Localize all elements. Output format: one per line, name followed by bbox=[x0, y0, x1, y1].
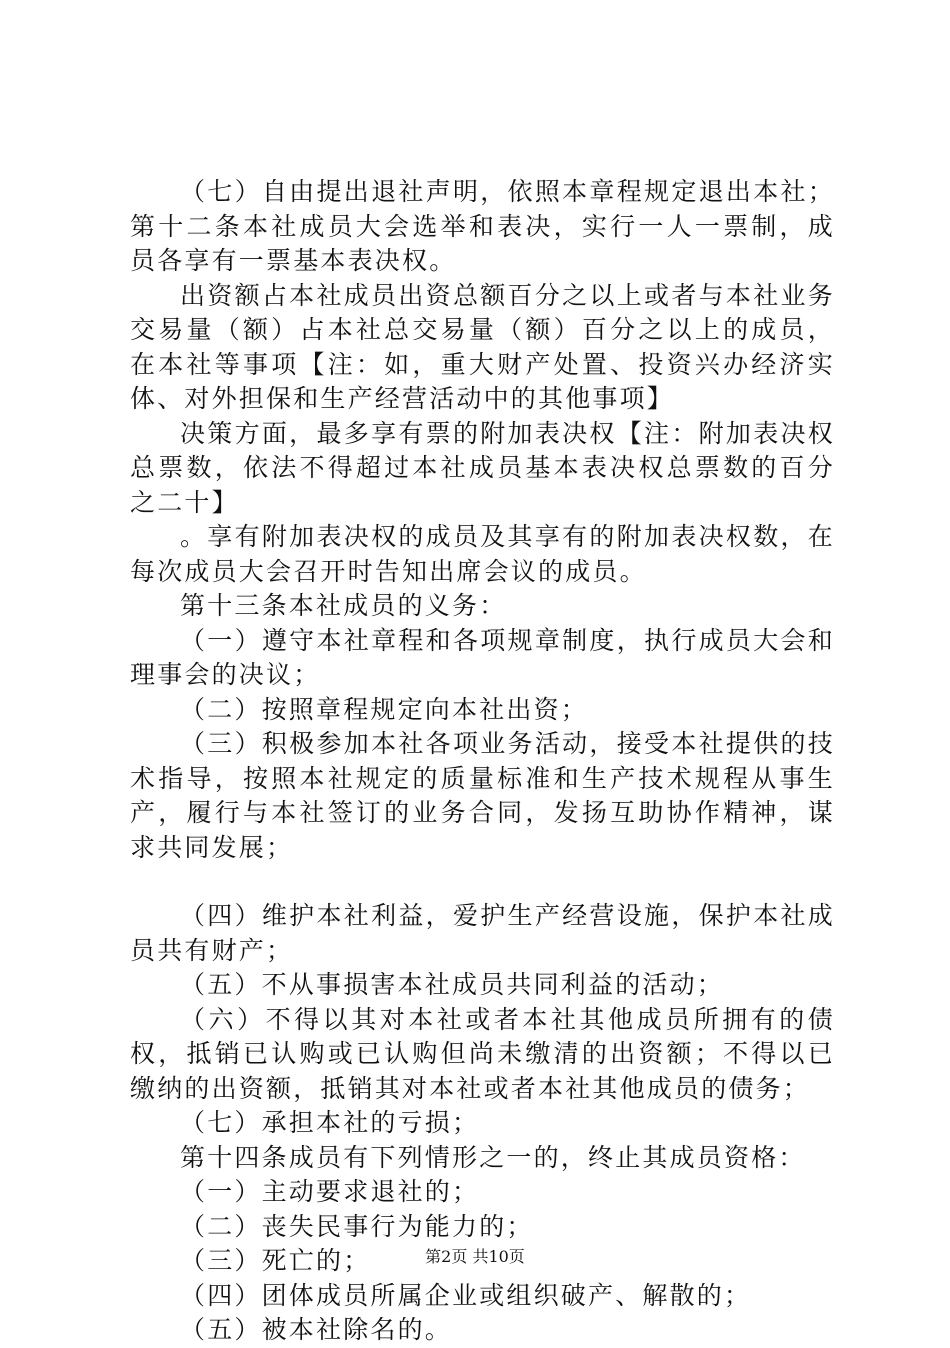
paragraph-right-7-withdraw: （七）自由提出退社声明，依照本章程规定退出本社；第十二条本社成员大会选举和表决，实行一人一票制，成员各享有一票基本表决权。 bbox=[130, 177, 835, 275]
paragraph-duty-7: （七）承担本社的亏损； bbox=[180, 1108, 480, 1137]
paragraph-capital-share: 出资额占本社成员出资总额百分之以上或者与本社业务交易量（额）占本社总交易量（额）百分之以上的成员，在本社等事项【注：如，重大财产处置、投资兴办经济实体、对外担保和生产经营活动中的其他事项】 bbox=[130, 280, 835, 413]
paragraph-article-14-heading: 第十四条成员有下列情形之一的，终止其成员资格： bbox=[180, 1142, 806, 1172]
paragraph-termination-1: （一）主动要求退社的； bbox=[180, 1177, 480, 1206]
paragraph-duty-3: （三）积极参加本社各项业务活动，接受本社提供的技术指导，按照本社规定的质量标准和生产技术规程从事生产，履行与本社签订的业务合同，发扬互助协作精神，谋求共同发展； bbox=[130, 729, 835, 862]
paragraph-duty-4: （四）维护本社利益，爱护生产经营设施，保护本社成员共有财产； bbox=[130, 901, 835, 965]
paragraph-additional-vote: 决策方面，最多享有票的附加表决权【注：附加表决权总票数，依法不得超过本社成员基本表决权总票数的百分之二十】 bbox=[130, 418, 835, 517]
paragraph-termination-4: （四）团体成员所属企业或组织破产、解散的； bbox=[180, 1280, 752, 1310]
paragraph-duty-1: （一）遵守本社章程和各项规章制度，执行成员大会和理事会的决议； bbox=[130, 625, 835, 689]
paragraph-additional-vote-notice: 。享有附加表决权的成员及其享有的附加表决权数，在每次成员大会召开时告知出席会议的成员。 bbox=[130, 522, 835, 586]
paragraph-termination-3: （三）死亡的； bbox=[180, 1246, 371, 1275]
document-body bbox=[130, 175, 835, 1348]
paragraph-duty-5: （五）不从事损害本社成员共同利益的活动； bbox=[180, 970, 725, 999]
paragraph-article-13-heading: 第十三条本社成员的义务： bbox=[180, 591, 507, 620]
paragraph-duty-2: （二）按照章程规定向本社出资； bbox=[180, 694, 589, 724]
paragraph-termination-2: （二）丧失民事行为能力的； bbox=[180, 1211, 534, 1241]
page-number-footer: 第2页 共10页 bbox=[425, 1247, 525, 1266]
paragraph-duty-6: （六）不得以其对本社或者本社其他成员所拥有的债权，抵销已认购或已认购但尚未缴清的出资额；不得以已缴纳的出资额，抵销其对本社或者本社其他成员的债务； bbox=[130, 1004, 835, 1103]
paragraph-termination-5: （五）被本社除名的。 bbox=[180, 1315, 453, 1344]
